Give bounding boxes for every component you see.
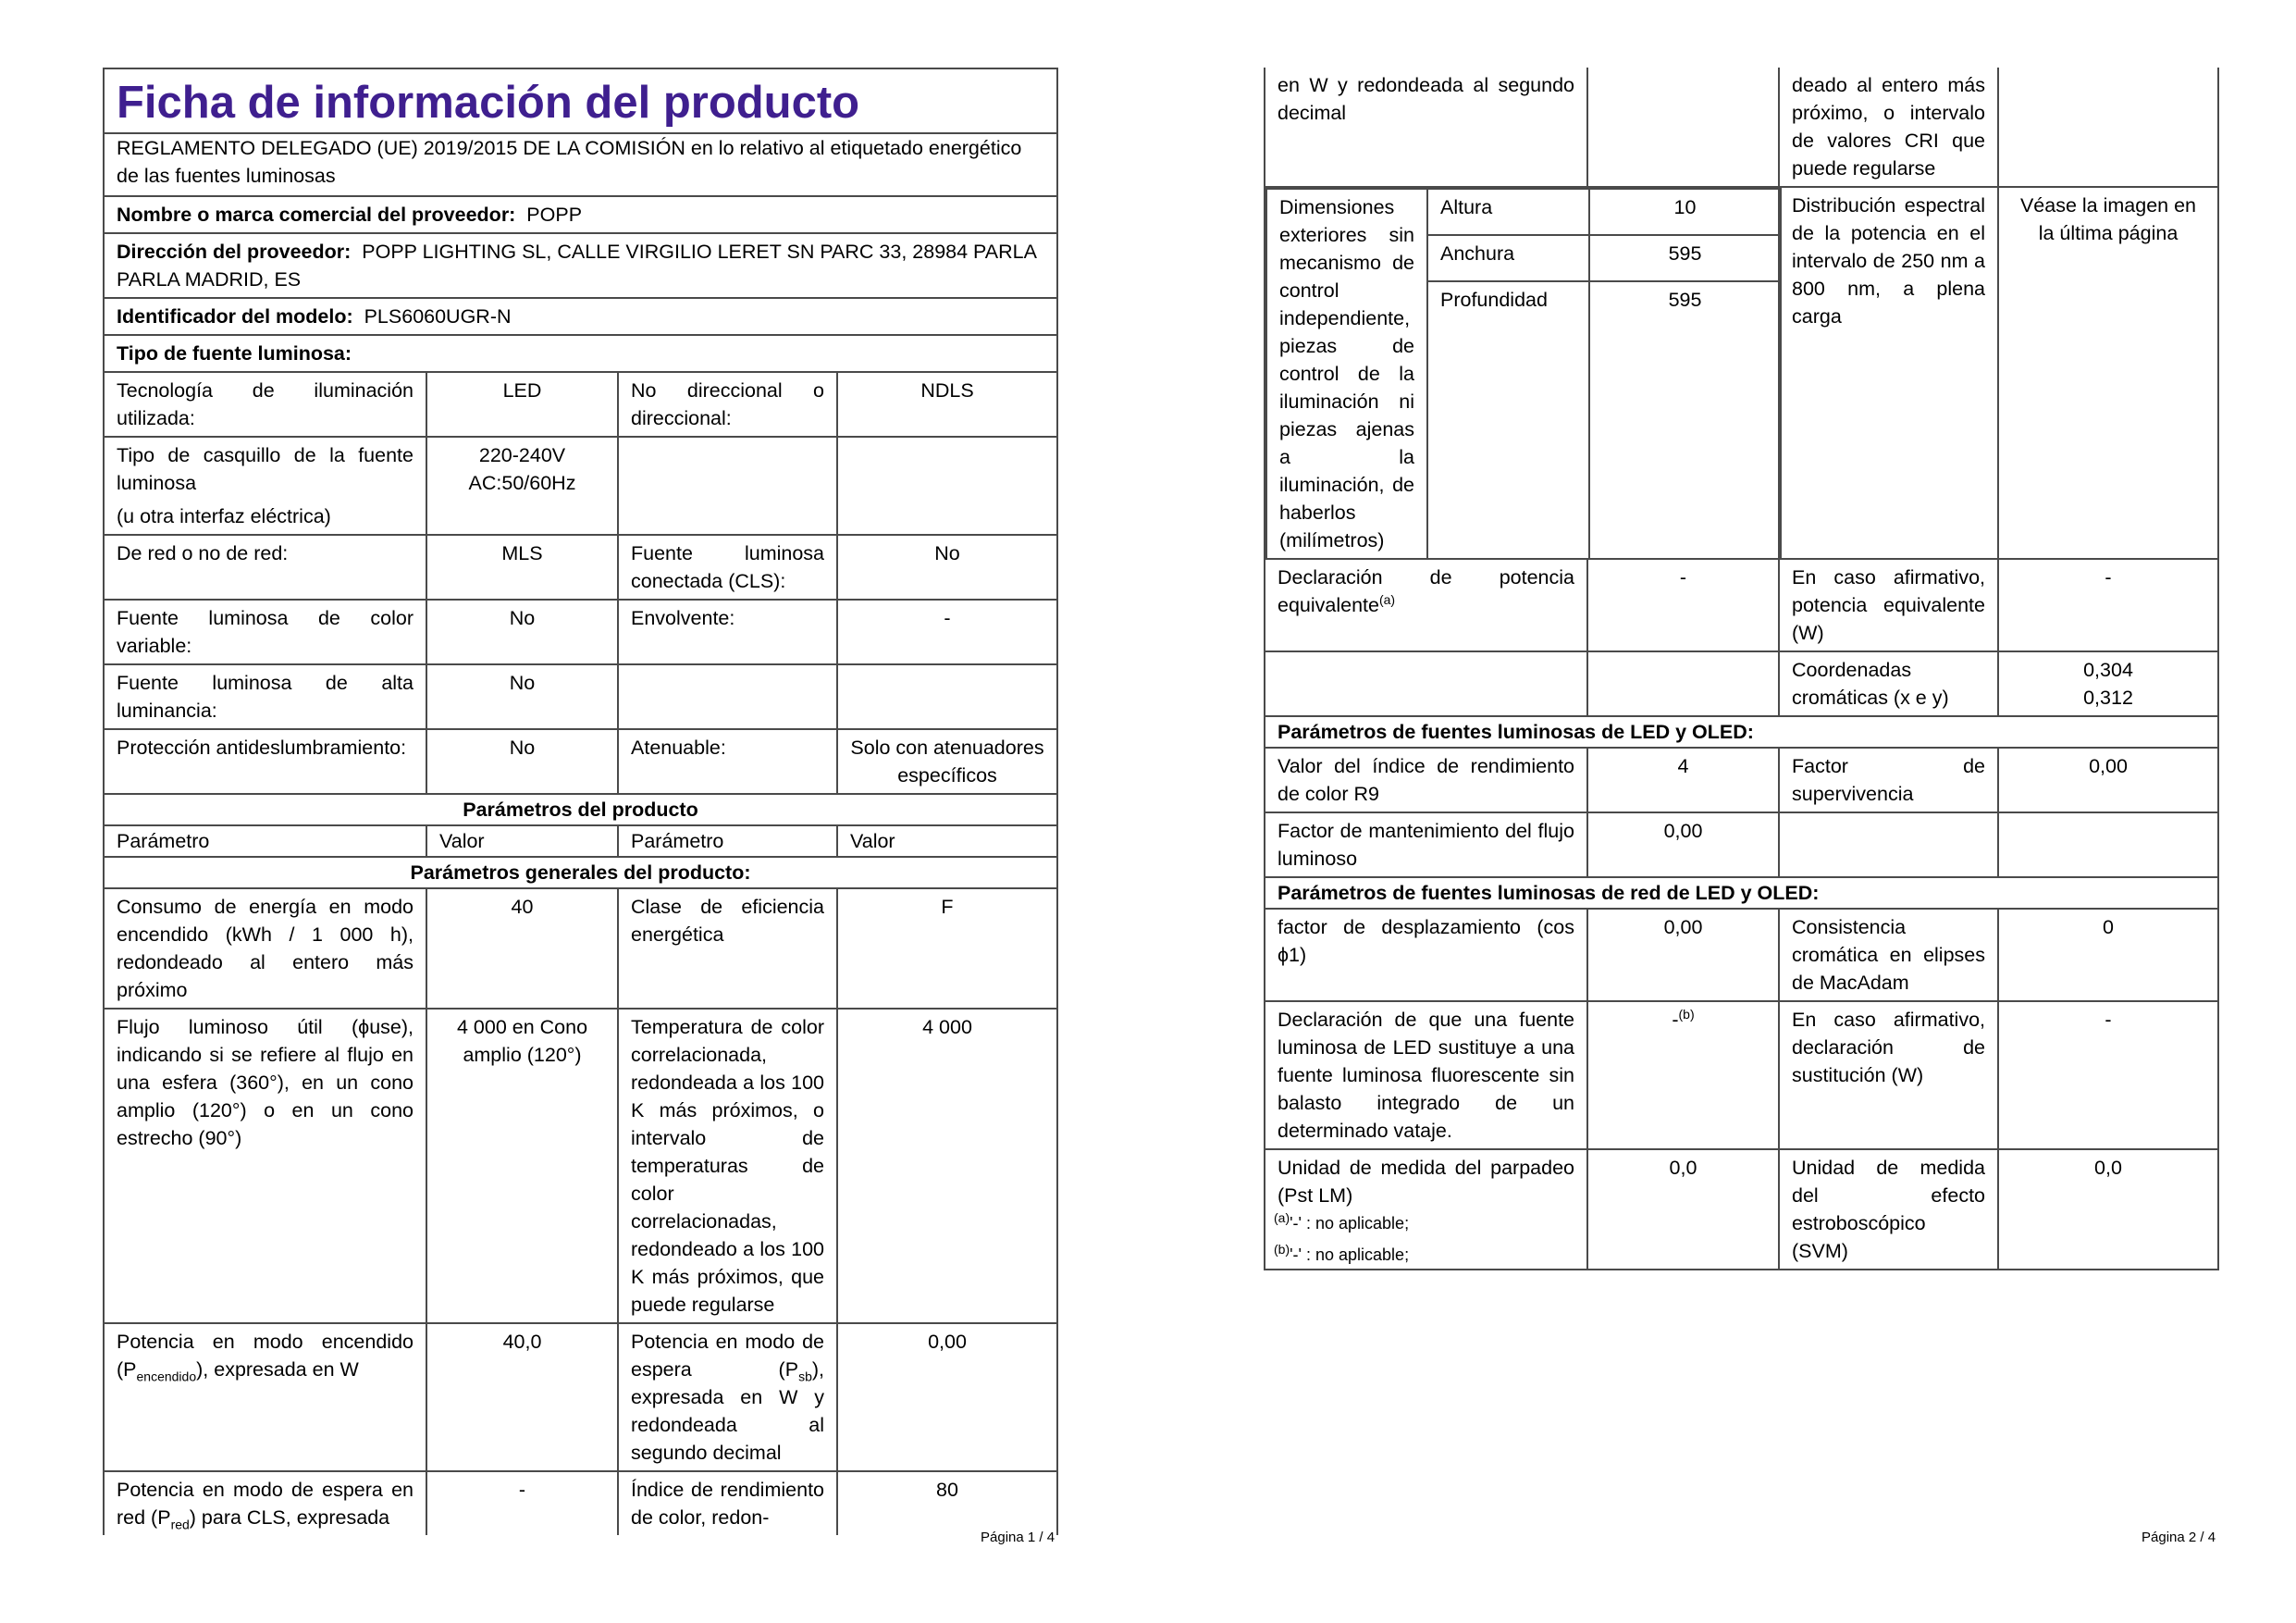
- dimension-value: 10: [1589, 189, 1781, 235]
- param-cell: [618, 1323, 837, 1471]
- param-cell: Unidad de medida del efecto estroboscópico (SVM): [1779, 1149, 1998, 1270]
- supplier-name-label: Nombre o marca comercial del proveedor:: [117, 204, 516, 226]
- value-cell: [837, 664, 1057, 729]
- param-cell: en W y redondeada al segundo decimal: [1265, 68, 1587, 187]
- footnote-a-text: '-' : no aplicable;: [1290, 1214, 1410, 1233]
- value-cell: [1998, 68, 2218, 187]
- param-cell: Declaración de que una fuente luminosa de LED sustituye a una fuente luminosa fluorescente sin balasto integrado de un determinado vataje.: [1265, 1001, 1587, 1149]
- param-cell: [1779, 812, 1998, 877]
- page-2: [1148, 0, 2296, 1623]
- supplier-name-row: [104, 196, 1057, 233]
- param-cell: Consumo de energía en modo encendido (kWh / 1 000 h), redondeado al entero más próximo: [104, 888, 426, 1009]
- table-row: [104, 535, 1057, 600]
- value-cell: -: [837, 600, 1057, 664]
- document-title: Ficha de información del producto: [104, 68, 1057, 133]
- param-cell: [618, 664, 837, 729]
- param-cell: Fuente luminosa de color variable:: [104, 600, 426, 664]
- on-mode-label-post: ), expresada en W: [196, 1358, 359, 1381]
- dimensions-label: Dimensiones exteriores sin mecanismo de control independiente, piezas de control de la iluminación ni piezas ajenas a la iluminación, de haberlos (milímetros): [1266, 189, 1427, 558]
- value-cell: 40,0: [426, 1323, 618, 1471]
- table-row: [104, 437, 1057, 535]
- table-row: [104, 600, 1057, 664]
- param-cell: [104, 1471, 426, 1535]
- table-row: [104, 372, 1057, 437]
- net-standby-label-pre: Potencia en modo de espera en red (P: [117, 1479, 414, 1529]
- table-row: [1265, 68, 2218, 187]
- param-cell: deado al entero más próximo, o intervalo de valores CRI que puede regularse: [1779, 68, 1998, 187]
- value-cell: 4 000 en Cono amplio (120°): [426, 1009, 618, 1323]
- table-row: [1265, 909, 2218, 1001]
- model-id-label: Identificador del modelo:: [117, 305, 353, 328]
- dimensions-table: [1265, 188, 1782, 558]
- param-cell: Fuente luminosa de alta luminancia:: [104, 664, 426, 729]
- dimension-value: 595: [1589, 235, 1781, 281]
- regulation-subtitle: REGLAMENTO DELEGADO (UE) 2019/2015 DE LA COMISIÓN en lo relativo al etiquetado energético de las fuentes luminosas: [104, 133, 1057, 196]
- footnote-b-mark: (b): [1274, 1242, 1290, 1257]
- param-cell: En caso afirmativo, potencia equivalente (W): [1779, 559, 1998, 651]
- param-cell: Envolvente:: [618, 600, 837, 664]
- chroma-y-value: 0,312: [2083, 687, 2133, 709]
- param-cell: [1265, 559, 1587, 651]
- footnotes: [1274, 1208, 1409, 1270]
- model-id-value: PLS6060UGR-N: [364, 305, 512, 328]
- footnote-b-text: '-' : no aplicable;: [1290, 1245, 1410, 1264]
- param-cell: Valor del índice de rendimiento de color R9: [1265, 748, 1587, 812]
- value-cell: 4 000: [837, 1009, 1057, 1323]
- column-header-value: Valor: [837, 825, 1057, 857]
- param-cell: [104, 437, 426, 535]
- dimension-label: Anchura: [1427, 235, 1589, 281]
- supplier-address-label: Dirección del proveedor:: [117, 241, 352, 263]
- cap-type-label: Tipo de casquillo de la fuente luminosa: [117, 444, 414, 494]
- table-row: [104, 729, 1057, 794]
- value-cell: -: [1587, 559, 1779, 651]
- param-cell: Índice de rendimiento de color, redon-: [618, 1471, 837, 1535]
- product-info-table-page-1: [103, 68, 1058, 1535]
- on-mode-label-sub: encendido: [136, 1369, 197, 1384]
- fluor-value: -: [1672, 1009, 1679, 1031]
- param-cell: No direccional o direccional:: [618, 372, 837, 437]
- param-cell: Consistencia cromática en elipses de MacAdam: [1779, 909, 1998, 1001]
- cap-type-note: (u otra interfaz eléctrica): [117, 505, 331, 527]
- value-cell: 0,0: [1998, 1149, 2218, 1270]
- column-header-value: Valor: [426, 825, 618, 857]
- equiv-label: Declaración de potencia equivalente: [1278, 566, 1574, 616]
- table-row: [104, 664, 1057, 729]
- table-row: [104, 1323, 1057, 1471]
- column-header-row: [104, 825, 1057, 857]
- footnote-b: [1274, 1239, 1409, 1270]
- standby-label-pre: Potencia en modo de espera (P: [631, 1331, 824, 1381]
- dimensions-cell: [1265, 187, 1779, 559]
- led-params-heading: Parámetros de fuentes luminosas de LED y OLED:: [1265, 716, 2218, 748]
- spectral-value: Véase la imagen en la última página: [1998, 187, 2218, 559]
- param-cell: [1265, 651, 1587, 716]
- table-row: [104, 1471, 1057, 1535]
- table-row: [1265, 559, 2218, 651]
- footnote-a: [1274, 1208, 1409, 1239]
- value-cell: No: [426, 600, 618, 664]
- value-cell: 0,0: [1587, 1149, 1779, 1270]
- table-row: [1265, 812, 2218, 877]
- value-cell: No: [426, 729, 618, 794]
- param-cell: [104, 1323, 426, 1471]
- value-cell: -: [1998, 1001, 2218, 1149]
- value-cell: Solo con atenuadores específicos: [837, 729, 1057, 794]
- value-cell: 0,00: [1587, 909, 1779, 1001]
- page-number: Página 2 / 4: [2142, 1530, 2216, 1545]
- table-row: [1265, 1001, 2218, 1149]
- on-mode-label-pre: Potencia en modo encendido (P: [117, 1331, 414, 1381]
- supplier-name-value: POPP: [526, 204, 583, 226]
- param-cell: Flujo luminoso útil (ϕuse), indicando si se refiere al flujo en una esfera (360°), en un cono amplio (120°) o en un cono estrecho (90°): [104, 1009, 426, 1323]
- spectral-label: Distribución espectral de la potencia en el intervalo de 250 nm a 800 nm, a plena carga: [1779, 187, 1998, 559]
- value-cell: 80: [837, 1471, 1057, 1535]
- param-cell: Atenuable:: [618, 729, 837, 794]
- product-info-table-page-2: [1264, 68, 2219, 1270]
- net-standby-label-sub: red: [170, 1517, 190, 1532]
- table-row: [104, 888, 1057, 1009]
- fluor-footnote-mark: (b): [1678, 1006, 1695, 1022]
- param-cell: Factor de supervivencia: [1779, 748, 1998, 812]
- param-cell: Unidad de medida del parpadeo (Pst LM): [1265, 1149, 1587, 1270]
- value-cell: 220-240V AC:50/60Hz: [426, 437, 618, 535]
- value-cell: MLS: [426, 535, 618, 600]
- chroma-x-value: 0,304: [2083, 659, 2133, 681]
- value-cell: -: [1998, 559, 2218, 651]
- param-cell: Factor de mantenimiento del flujo luminoso: [1265, 812, 1587, 877]
- value-cell: [1587, 1001, 1779, 1149]
- param-cell: Protección antideslumbramiento:: [104, 729, 426, 794]
- light-source-type-heading: Tipo de fuente luminosa:: [104, 335, 1057, 372]
- value-cell: LED: [426, 372, 618, 437]
- param-cell: En caso afirmativo, declaración de sustitución (W): [1779, 1001, 1998, 1149]
- param-cell: Temperatura de color correlacionada, redondeada a los 100 K más próximos, o intervalo de temperaturas de color correlacionadas, redondeado a los 100 K más próximos, que puede regularse: [618, 1009, 837, 1323]
- equiv-footnote-mark: (a): [1378, 591, 1396, 607]
- mains-led-params-heading: Parámetros de fuentes luminosas de red de LED y OLED:: [1265, 877, 2218, 909]
- product-params-heading: Parámetros del producto: [104, 794, 1057, 825]
- value-cell: [1587, 651, 1779, 716]
- value-cell: No: [426, 664, 618, 729]
- value-cell: 0,00: [1587, 812, 1779, 877]
- dimension-value: 595: [1589, 281, 1781, 558]
- value-cell: [1998, 651, 2218, 716]
- param-cell: Fuente luminosa conectada (CLS):: [618, 535, 837, 600]
- dimension-label: Profundidad: [1427, 281, 1589, 558]
- table-row: [1265, 651, 2218, 716]
- standby-label-sub: sb: [798, 1369, 812, 1384]
- column-header-param: Parámetro: [618, 825, 837, 857]
- value-cell: F: [837, 888, 1057, 1009]
- table-row: [1265, 187, 2218, 559]
- footnote-a-mark: (a): [1274, 1210, 1290, 1225]
- value-cell: 0: [1998, 909, 2218, 1001]
- param-cell: Clase de eficiencia energética: [618, 888, 837, 1009]
- value-cell: NDLS: [837, 372, 1057, 437]
- supplier-address-value: POPP LIGHTING SL, CALLE VIRGILIO LERET SN PARC 33, 28984 PARLA PARLA MADRID, ES: [117, 241, 1036, 291]
- general-params-heading: Parámetros generales del producto:: [104, 857, 1057, 888]
- value-cell: [1998, 812, 2218, 877]
- dimension-label: Altura: [1427, 189, 1589, 235]
- param-cell: De red o no de red:: [104, 535, 426, 600]
- param-cell: Coordenadas cromáticas (x e y): [1779, 651, 1998, 716]
- net-standby-label-post: ) para CLS, expresada: [189, 1506, 390, 1529]
- value-cell: 4: [1587, 748, 1779, 812]
- supplier-address-row: [104, 233, 1057, 298]
- table-row: [104, 1009, 1057, 1323]
- value-cell: No: [837, 535, 1057, 600]
- model-id-row: [104, 298, 1057, 335]
- param-cell: factor de desplazamiento (cos ϕ1): [1265, 909, 1587, 1001]
- value-cell: 0,00: [1998, 748, 2218, 812]
- value-cell: [837, 437, 1057, 535]
- value-cell: -: [426, 1471, 618, 1535]
- standby-label-post: ), expresada en W y redondeada al segundo decimal: [631, 1358, 824, 1464]
- value-cell: 40: [426, 888, 618, 1009]
- value-cell: 0,00: [837, 1323, 1057, 1471]
- param-cell: Tecnología de iluminación utilizada:: [104, 372, 426, 437]
- column-header-param: Parámetro: [104, 825, 426, 857]
- value-cell: [1587, 68, 1779, 187]
- param-cell: [618, 437, 837, 535]
- page-number: Página 1 / 4: [981, 1530, 1055, 1545]
- table-row: [1265, 748, 2218, 812]
